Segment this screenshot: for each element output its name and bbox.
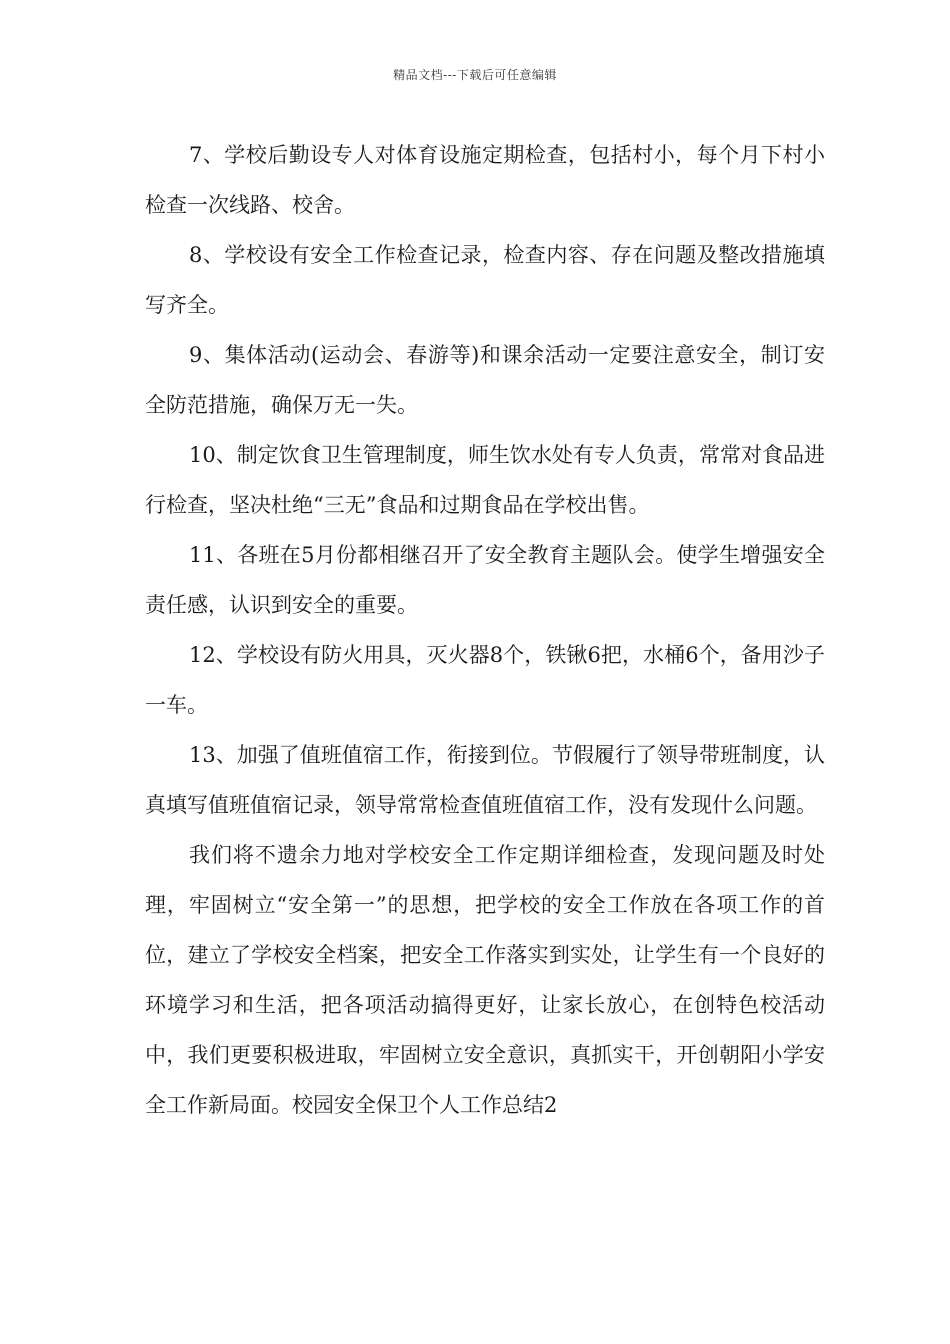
- paragraph-12: 12、学校设有防火用具，灭火器8个，铁锹6把，水桶6个，备用沙子一车。: [145, 643, 825, 717]
- paragraph-conclusion: 我们将不遗余力地对学校安全工作定期详细检查，发现问题及时处理，牢固树立“安全第一”的思想，把学校的安全工作放在各项工作的首位，建立了学校安全档案，把安全工作落实到实处，让学生有一个良好的环境学习和生活，把各项活动搞得更好，让家长放心，在创特色校活动中，我们更要积极进取，牢固树立安全意识，真抓实干，开创朝阳小学安全工作新局面。校园安全保卫个人工作总结2: [145, 843, 825, 1117]
- paragraph-8: 8、学校设有安全工作检查记录，检查内容、存在问题及整改措施填写齐全。: [145, 243, 825, 317]
- paragraph-7: 7、学校后勤设专人对体育设施定期检查，包括村小，每个月下村小检查一次线路、校舍。: [145, 143, 825, 217]
- paragraph-9: 9、集体活动(运动会、春游等)和课余活动一定要注意安全，制订安全防范措施，确保万无一失。: [145, 343, 825, 417]
- paragraph-11: 11、各班在5月份都相继召开了安全教育主题队会。使学生增强安全责任感，认识到安全的重要。: [145, 543, 825, 617]
- paragraph-10: 10、制定饮食卫生管理制度，师生饮水处有专人负责，常常对食品进行检查，坚决杜绝“三无”食品和过期食品在学校出售。: [145, 443, 825, 517]
- page-header: 精品文档---下载后可任意编辑: [393, 68, 557, 82]
- paragraph-13: 13、加强了值班值宿工作，衔接到位。节假履行了领导带班制度，认真填写值班值宿记录，领导常常检查值班值宿工作，没有发现什么问题。: [145, 743, 825, 817]
- document-body: [145, 130, 825, 1130]
